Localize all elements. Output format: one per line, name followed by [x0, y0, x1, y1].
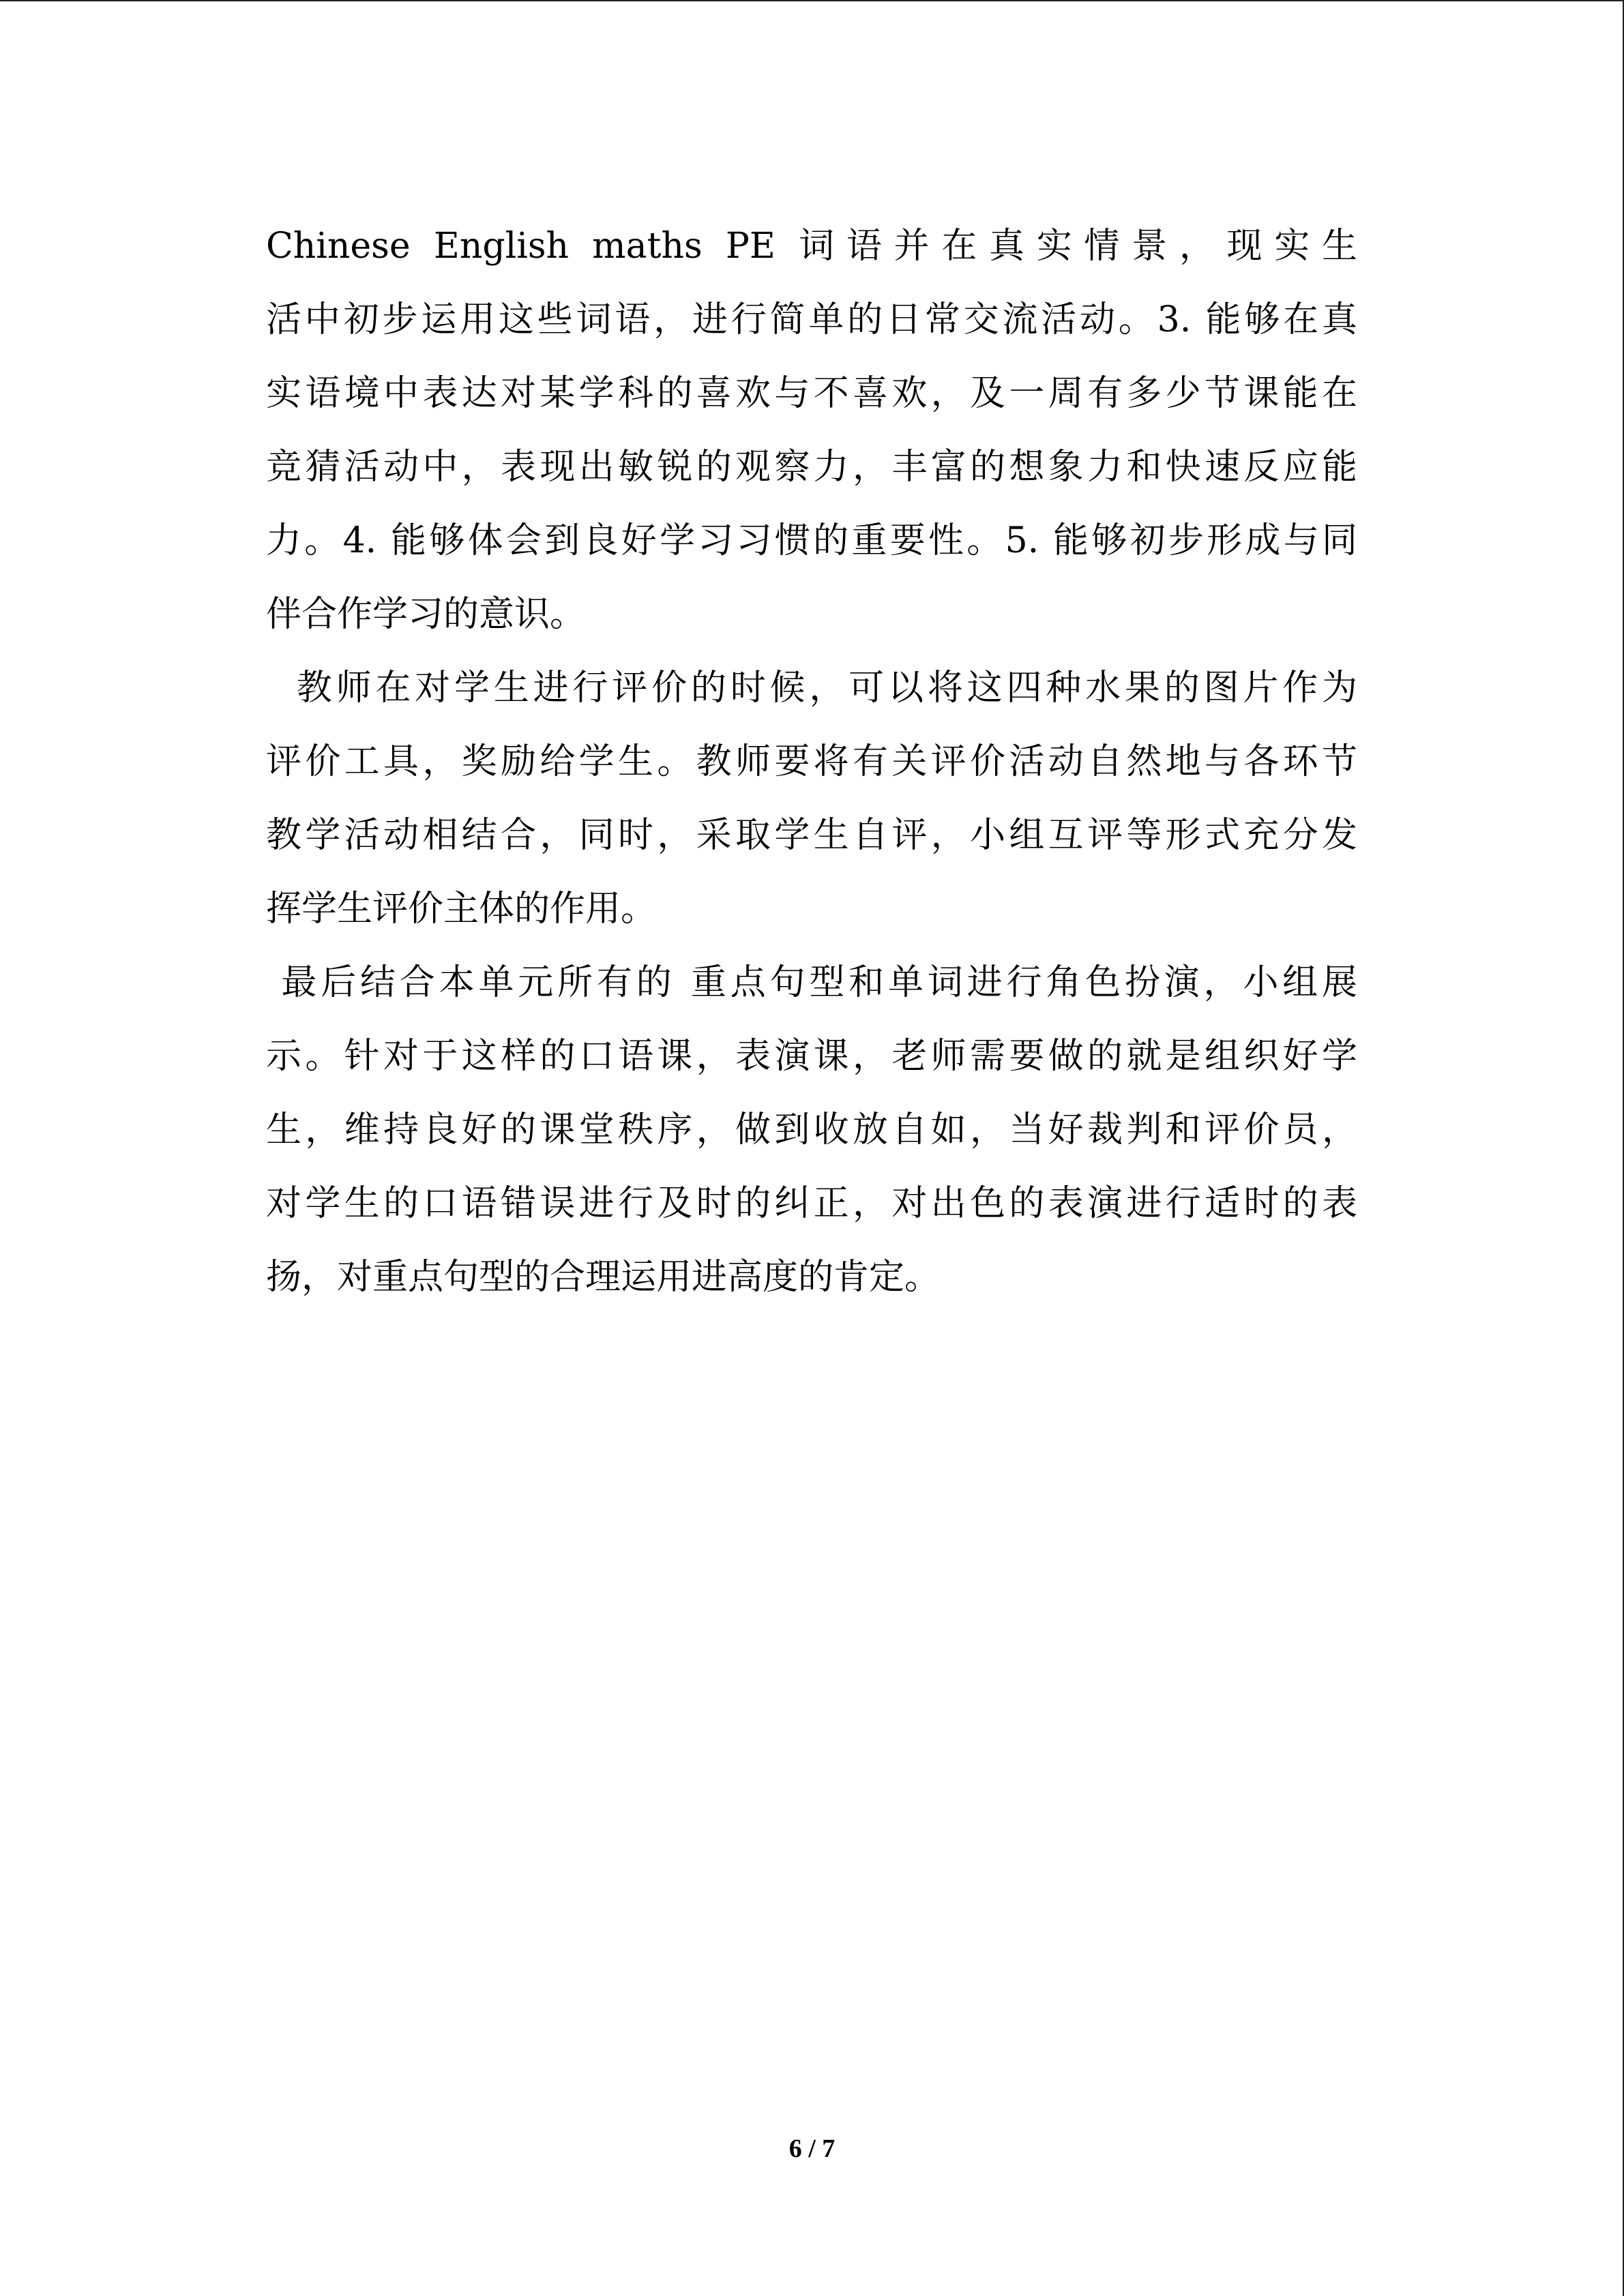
text-line: 生，维持良好的课堂秩序，做到收放自如，当好裁判和评价员， [266, 1109, 1357, 1150]
text-line: 教学活动相结合，同时，采取学生自评，小组互评等形式充分发 [266, 815, 1357, 856]
paragraph-3 [266, 946, 1357, 1314]
text-line: 竞猜活动中，表现出敏锐的观察力，丰富的想象力和快速反应能 [266, 447, 1357, 488]
paragraph-1 [266, 209, 1357, 651]
text-line: 力。4. 能够体会到良好学习习惯的重要性。5. 能够初步形成与同 [266, 520, 1357, 561]
document-body [266, 209, 1357, 1314]
paragraph-2 [266, 651, 1357, 946]
text-line: 对学生的口语错误进行及时的纠正，对出色的表演进行适时的表 [266, 1183, 1357, 1224]
page-number: 6 / 7 [788, 2134, 836, 2163]
text-line: 伴合作学习的意识。 [266, 594, 586, 635]
text-line: 实语境中表达对某学科的喜欢与不喜欢，及一周有多少节课能在 [266, 373, 1357, 414]
text-line: 示。针对于这样的口语课，表演课，老师需要做的就是组织好学 [266, 1036, 1357, 1077]
text-line: 最后结合本单元所有的 重点句型和单词进行角色扮演，小组展 [266, 962, 1357, 1003]
text-line: 扬，对重点句型的合理运用进高度的肯定。 [266, 1257, 941, 1298]
text-line: Chinese English maths PE 词语并在真实情景，现实生 [266, 226, 1357, 267]
text-line: 评价工具，奖励给学生。教师要将有关评价活动自然地与各环节 [266, 741, 1357, 782]
text-line: 教师在对学生进行评价的时候，可以将这四种水果的图片作为 [266, 668, 1357, 709]
text-line: 挥学生评价主体的作用。 [266, 889, 657, 929]
text-line: 活中初步运用这些词语，进行简单的日常交流活动。3. 能够在真 [266, 299, 1357, 340]
